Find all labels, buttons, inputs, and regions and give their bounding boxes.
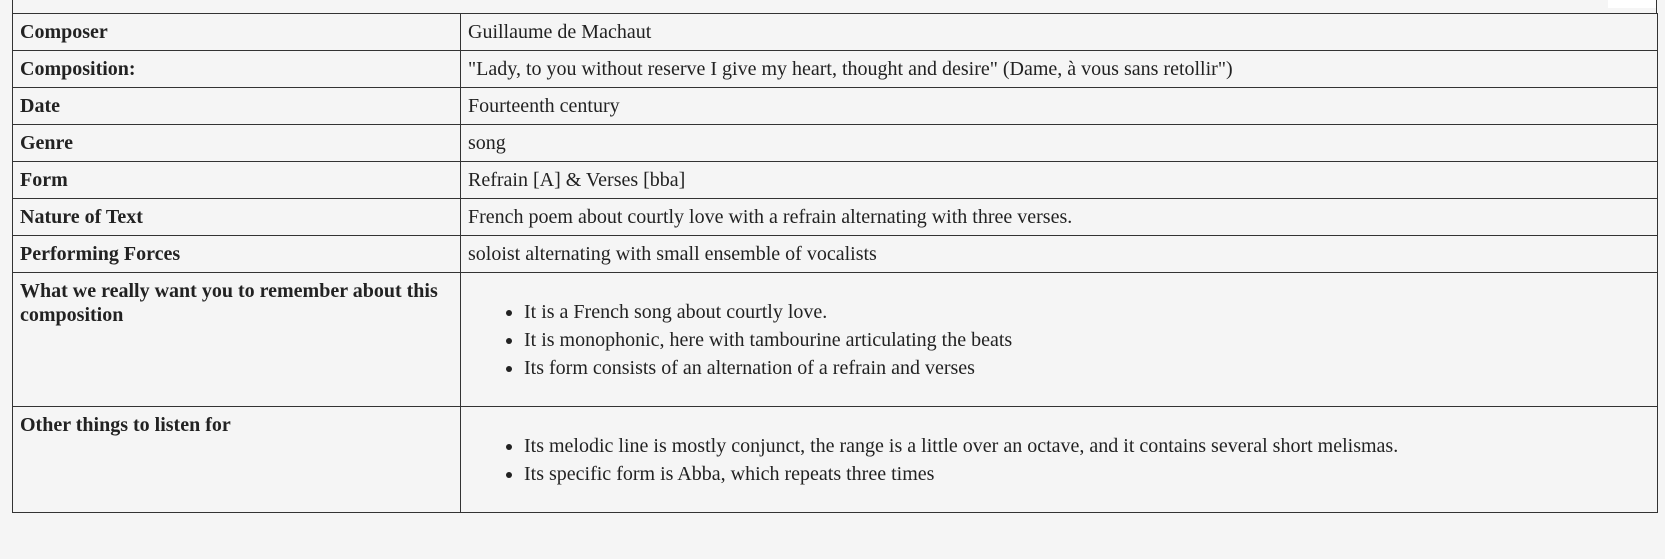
row-label: Genre [13, 125, 461, 162]
row-value [461, 407, 1658, 513]
list-item: • It is monophonic, here with tambourine articulating the beats [524, 326, 1650, 354]
row-value [461, 273, 1658, 407]
list-item: • It is a French song about courtly love. [524, 298, 1650, 326]
table-row-nature-of-text [13, 199, 1658, 236]
table-row-date [13, 88, 1658, 125]
row-label: Composition: [13, 51, 461, 88]
row-value: Refrain [A] & Verses [bba] [461, 162, 1658, 199]
table-row-performing-forces [13, 236, 1658, 273]
row-label: Performing Forces [13, 236, 461, 273]
table-row-remember [13, 273, 1658, 407]
list-item: • Its melodic line is mostly conjunct, the range is a little over an octave, and it contains several short melismas. [524, 432, 1650, 460]
table-row-listen-for [13, 407, 1658, 513]
row-value: Fourteenth century [461, 88, 1658, 125]
row-label: Nature of Text [13, 199, 461, 236]
row-label: Date [13, 88, 461, 125]
list-item: • Its form consists of an alternation of a refrain and verses [524, 354, 1650, 382]
table-row-genre [13, 125, 1658, 162]
row-value: Guillaume de Machaut [461, 14, 1658, 51]
row-label: What we really want you to remember about this composition [13, 273, 461, 407]
row-value: French poem about courtly love with a refrain alternating with three verses. [461, 199, 1658, 236]
scroll-tab [1608, 0, 1656, 8]
row-label: Form [13, 162, 461, 199]
table-row-composition [13, 51, 1658, 88]
listen-list [468, 432, 1650, 488]
list-item: • Its specific form is Abba, which repeats three times [524, 460, 1650, 488]
remember-list [468, 298, 1650, 382]
table-top-strip [12, 0, 1657, 14]
row-value: song [461, 125, 1658, 162]
row-value: "Lady, to you without reserve I give my heart, thought and desire" (Dame, à vous sans retollir") [461, 51, 1658, 88]
row-label: Composer [13, 14, 461, 51]
table-row-form [13, 162, 1658, 199]
table-row-composer [13, 14, 1658, 51]
row-value: soloist alternating with small ensemble of vocalists [461, 236, 1658, 273]
row-label: Other things to listen for [13, 407, 461, 513]
composition-info-table [12, 13, 1658, 513]
